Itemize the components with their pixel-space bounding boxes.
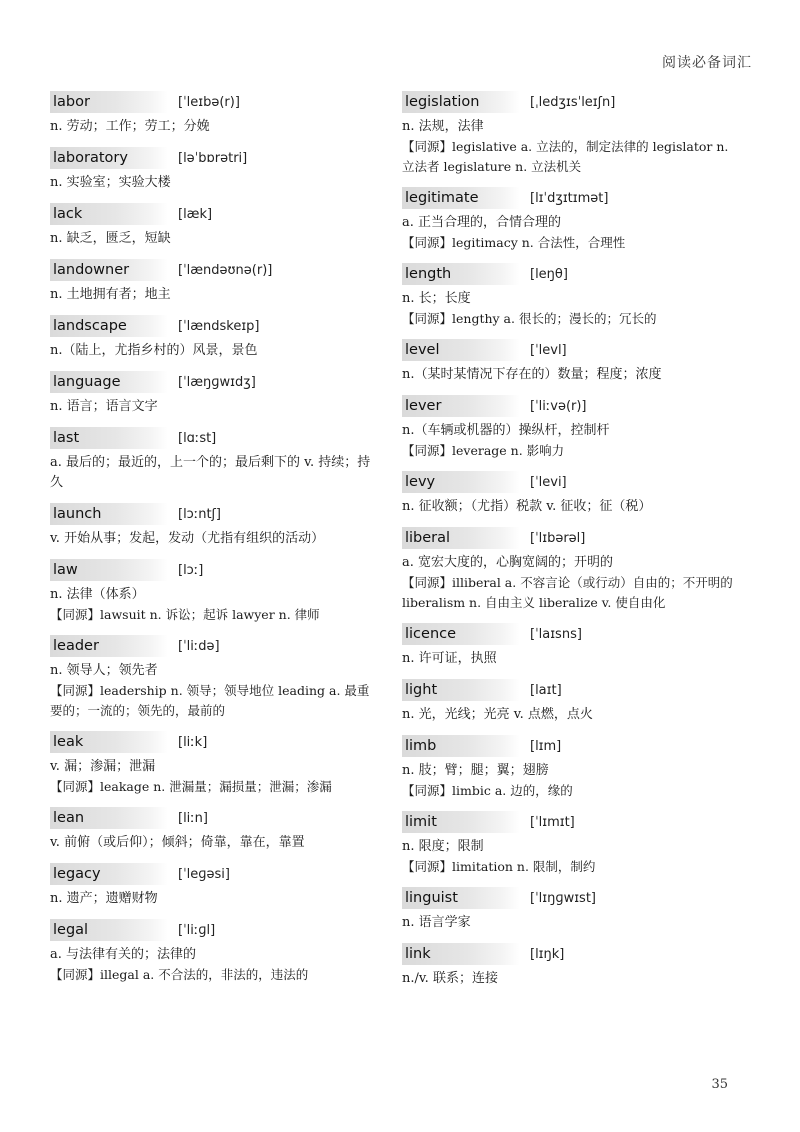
definition: n./v. 联系；连接 bbox=[402, 971, 498, 986]
phonetic: [laɪt] bbox=[530, 682, 562, 698]
entry-headword-row bbox=[402, 262, 742, 286]
headword: light bbox=[402, 679, 520, 701]
vocab-entry bbox=[50, 426, 380, 493]
headword: lever bbox=[402, 395, 520, 417]
entry-headword-row bbox=[402, 622, 742, 646]
vocab-entry bbox=[402, 678, 742, 725]
phonetic: [ˈlændəʊnə(r)] bbox=[178, 262, 273, 278]
phonetic: [ˈliːvə(r)] bbox=[530, 398, 587, 414]
headword: language bbox=[50, 371, 168, 393]
definition: n. 劳动；工作；劳工；分娩 bbox=[50, 119, 210, 134]
headword: licence bbox=[402, 623, 520, 645]
entry-headword-row bbox=[50, 558, 380, 582]
definition: v. 漏；渗漏；泄漏 bbox=[50, 759, 156, 774]
phonetic: [ˈlɪŋɡwɪst] bbox=[530, 890, 596, 906]
vocab-entry bbox=[50, 502, 380, 549]
headword: legislation bbox=[402, 91, 520, 113]
headword: limit bbox=[402, 811, 520, 833]
phonetic: [lɪm] bbox=[530, 738, 562, 754]
headword: last bbox=[50, 427, 168, 449]
entry-headword-row bbox=[402, 338, 742, 362]
entry-headword-row bbox=[402, 942, 742, 966]
entry-headword-row bbox=[402, 886, 742, 910]
vocab-entry bbox=[402, 810, 742, 877]
headword: landscape bbox=[50, 315, 168, 337]
phonetic: [liːn] bbox=[178, 810, 208, 826]
vocab-entry bbox=[50, 634, 380, 721]
definition: n. 长；长度 bbox=[402, 291, 471, 306]
phonetic: [lɪŋk] bbox=[530, 946, 565, 962]
headword: limb bbox=[402, 735, 520, 757]
phonetic: [ˈlɪbərəl] bbox=[530, 530, 586, 546]
definition: n. 语言学家 bbox=[402, 915, 471, 930]
entry-headword-row bbox=[402, 186, 742, 210]
entry-headword-row bbox=[402, 734, 742, 758]
definition: v. 开始从事；发起，发动（尤指有组织的活动） bbox=[50, 531, 325, 546]
vocab-entry bbox=[50, 370, 380, 417]
definition: n.（陆上，尤指乡村的）风景，景色 bbox=[50, 343, 258, 358]
vocab-entry bbox=[402, 338, 742, 385]
headword: linguist bbox=[402, 887, 520, 909]
entry-headword-row bbox=[50, 730, 380, 754]
phonetic: [leŋθ] bbox=[530, 266, 568, 282]
derivation: 【同源】leverage n. 影响力 bbox=[402, 443, 565, 458]
vocab-entry bbox=[50, 202, 380, 249]
definition: n. 土地拥有者；地主 bbox=[50, 287, 171, 302]
vocab-entry bbox=[50, 558, 380, 625]
phonetic: [ˈleɡəsi] bbox=[178, 866, 230, 882]
headword: law bbox=[50, 559, 168, 581]
definition: n.（某时某情况下存在的）数量；程度；浓度 bbox=[402, 367, 662, 382]
derivation: 【同源】leakage n. 泄漏量；漏损量；泄漏；渗漏 bbox=[50, 779, 332, 794]
derivation: 【同源】leadership n. 领导；领导地位 leading a. 最重要的；一流的；领先的，最前的 bbox=[50, 683, 370, 718]
entry-headword-row bbox=[50, 146, 380, 170]
entry-headword-row bbox=[402, 526, 742, 550]
definition: a. 宽宏大度的，心胸宽阔的；开明的 bbox=[402, 555, 614, 570]
derivation: 【同源】illegal a. 不合法的，非法的，违法的 bbox=[50, 967, 309, 982]
vocab-entry bbox=[402, 470, 742, 517]
headword: link bbox=[402, 943, 520, 965]
derivation: 【同源】lawsuit n. 诉讼；起诉 lawyer n. 律师 bbox=[50, 607, 320, 622]
definition: n. 遗产；遗赠财物 bbox=[50, 891, 158, 906]
definition: n. 征收额；（尤指）税款 v. 征收；征（税） bbox=[402, 499, 652, 514]
headword: legacy bbox=[50, 863, 168, 885]
definition: n. 肢；臂；腿；翼；翅膀 bbox=[402, 763, 549, 778]
definition: n. 限度；限制 bbox=[402, 839, 484, 854]
definition: a. 与法律有关的；法律的 bbox=[50, 947, 197, 962]
headword: leader bbox=[50, 635, 168, 657]
entry-headword-row bbox=[50, 314, 380, 338]
vocab-entry bbox=[50, 90, 380, 137]
vocab-entry bbox=[402, 734, 742, 801]
headword: launch bbox=[50, 503, 168, 525]
entry-headword-row bbox=[50, 370, 380, 394]
derivation: 【同源】legislative a. 立法的，制定法律的 legislator n. 立法者 legislature n. 立法机关 bbox=[402, 139, 729, 174]
vocab-entry bbox=[402, 186, 742, 253]
definition: v. 前俯（或后仰）；倾斜；倚靠，靠在，靠置 bbox=[50, 835, 305, 850]
page-number: 35 bbox=[711, 1077, 728, 1092]
vocab-entry bbox=[402, 942, 742, 989]
phonetic: [ˈlevl] bbox=[530, 342, 567, 358]
vocab-entry bbox=[50, 314, 380, 361]
entry-headword-row bbox=[50, 806, 380, 830]
headword: legitimate bbox=[402, 187, 520, 209]
phonetic: [ˈliːɡl] bbox=[178, 922, 216, 938]
headword: landowner bbox=[50, 259, 168, 281]
vocab-entry bbox=[50, 730, 380, 797]
headword: lean bbox=[50, 807, 168, 829]
right-column bbox=[402, 90, 742, 998]
phonetic: [liːk] bbox=[178, 734, 208, 750]
running-header: 阅读必备词汇 bbox=[662, 55, 752, 71]
entry-headword-row bbox=[402, 394, 742, 418]
definition: n. 实验室；实验大楼 bbox=[50, 175, 171, 190]
headword: labor bbox=[50, 91, 168, 113]
headword: leak bbox=[50, 731, 168, 753]
headword: legal bbox=[50, 919, 168, 941]
phonetic: [ˈlɪmɪt] bbox=[530, 814, 575, 830]
vocab-entry bbox=[50, 862, 380, 909]
vocab-entry bbox=[402, 394, 742, 461]
vocab-entry bbox=[402, 886, 742, 933]
vocab-entry bbox=[402, 526, 742, 613]
vocab-entry bbox=[50, 258, 380, 305]
definition: n. 语言；语言文字 bbox=[50, 399, 158, 414]
entry-headword-row bbox=[402, 810, 742, 834]
phonetic: [lɑːst] bbox=[178, 430, 217, 446]
derivation: 【同源】illiberal a. 不容言论（或行动）自由的；不开明的 liberalism n. 自由主义 liberalize v. 使自由化 bbox=[402, 575, 733, 610]
headword: lack bbox=[50, 203, 168, 225]
entry-headword-row bbox=[402, 90, 742, 114]
entry-headword-row bbox=[402, 470, 742, 494]
definition: n. 法律（体系） bbox=[50, 587, 145, 602]
vocab-entry bbox=[402, 90, 742, 177]
vocab-entry bbox=[402, 622, 742, 669]
phonetic: [ləˈbɒrətri] bbox=[178, 150, 248, 166]
phonetic: [læk] bbox=[178, 206, 213, 222]
headword: length bbox=[402, 263, 520, 285]
definition: n.（车辆或机器的）操纵杆，控制杆 bbox=[402, 423, 610, 438]
derivation: 【同源】limbic a. 边的，缘的 bbox=[402, 783, 573, 798]
phonetic: [ˈlæŋɡwɪdʒ] bbox=[178, 374, 256, 390]
vocab-entry bbox=[50, 918, 380, 985]
entry-headword-row bbox=[50, 426, 380, 450]
headword: liberal bbox=[402, 527, 520, 549]
vocab-entry bbox=[50, 146, 380, 193]
headword: level bbox=[402, 339, 520, 361]
derivation: 【同源】legitimacy n. 合法性，合理性 bbox=[402, 235, 626, 250]
derivation: 【同源】lengthy a. 很长的；漫长的；冗长的 bbox=[402, 311, 657, 326]
vocab-entry bbox=[50, 806, 380, 853]
definition: n. 缺乏，匮乏，短缺 bbox=[50, 231, 171, 246]
definition: n. 许可证，执照 bbox=[402, 651, 497, 666]
phonetic: [ˈliːdə] bbox=[178, 638, 220, 654]
entry-headword-row bbox=[402, 678, 742, 702]
derivation: 【同源】limitation n. 限制，制约 bbox=[402, 859, 596, 874]
headword: laboratory bbox=[50, 147, 168, 169]
entry-headword-row bbox=[50, 202, 380, 226]
phonetic: [lɔːntʃ] bbox=[178, 506, 221, 522]
left-column bbox=[50, 90, 380, 994]
vocab-entry bbox=[402, 262, 742, 329]
phonetic: [ˈleɪbə(r)] bbox=[178, 94, 240, 110]
headword: levy bbox=[402, 471, 520, 493]
definition: a. 最后的；最近的，上一个的；最后剩下的 v. 持续；持久 bbox=[50, 455, 371, 490]
phonetic: [ˈlevi] bbox=[530, 474, 567, 490]
entry-headword-row bbox=[50, 918, 380, 942]
entry-headword-row bbox=[50, 862, 380, 886]
entry-headword-row bbox=[50, 634, 380, 658]
entry-headword-row bbox=[50, 502, 380, 526]
definition: n. 领导人；领先者 bbox=[50, 663, 158, 678]
phonetic: [lɔː] bbox=[178, 562, 204, 578]
definition: n. 法规，法律 bbox=[402, 119, 484, 134]
phonetic: [ˌledʒɪsˈleɪʃn] bbox=[530, 94, 616, 110]
entry-headword-row bbox=[50, 258, 380, 282]
phonetic: [ˈlaɪsns] bbox=[530, 626, 582, 642]
definition: n. 光，光线；光亮 v. 点燃，点火 bbox=[402, 707, 593, 722]
phonetic: [lɪˈdʒɪtɪmət] bbox=[530, 190, 609, 206]
phonetic: [ˈlændskeɪp] bbox=[178, 318, 260, 334]
entry-headword-row bbox=[50, 90, 380, 114]
definition: a. 正当合理的，合情合理的 bbox=[402, 215, 562, 230]
